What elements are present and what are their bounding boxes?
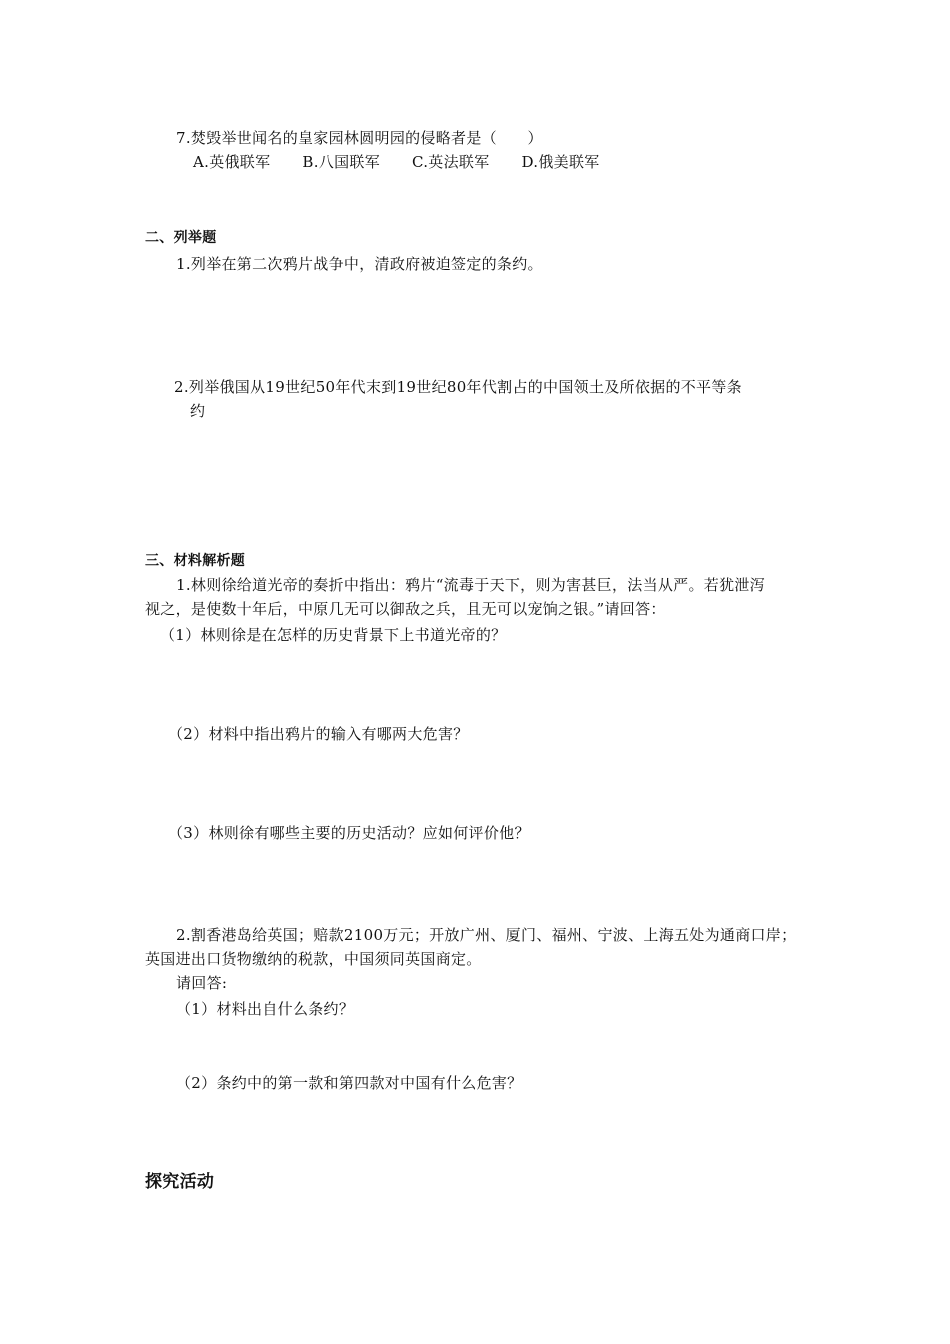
question-7-options	[193, 152, 632, 172]
option-b: B.八国联军	[302, 153, 380, 171]
material-2-prompt: 请回答:	[176, 974, 228, 992]
material-2-question-2: （2）条约中的第一款和第四款对中国有什么危害？	[176, 1074, 523, 1092]
option-d: D.俄美联军	[521, 153, 600, 171]
section-2-heading: 二、列举题	[145, 230, 217, 246]
material-1-line-2: 视之，是使数十年后，中原几无可以御敌之兵，且无可以宠饷之银。”请回答：	[145, 600, 666, 618]
option-a: A.英俄联军	[193, 153, 271, 171]
material-1-question-3: （3）林则徐有哪些主要的历史活动？应如何评价他？	[168, 824, 530, 842]
material-2-line-1: 2.割香港岛给英国；赔款2100万元；开放广州、厦门、福州、宁波、上海五处为通商口岸；	[176, 926, 797, 944]
question-7: 7.焚毁举世闻名的皇家园林圆明园的侵略者是（ ）	[176, 129, 543, 147]
material-2-line-2: 英国进出口货物缴纳的税款，中国须同英国商定。	[145, 950, 482, 968]
enum-question-2-line-1: 2.列举俄国从19世纪50年代末到19世纪80年代割占的中国领土及所依据的不平等条	[174, 378, 742, 396]
material-1-question-1: （1）林则徐是在怎样的历史背景下上书道光帝的？	[160, 626, 507, 644]
material-1-line-1: 1.林则徐给道光帝的奏折中指出：鸦片“流毒于天下，则为害甚巨，法当从严。若犹泄泻	[176, 576, 765, 594]
section-4-heading: 探究活动	[145, 1172, 215, 1192]
material-1-question-2: （2）材料中指出鸦片的输入有哪两大危害？	[168, 725, 469, 743]
section-3-heading: 三、材料解析题	[145, 553, 246, 569]
material-2-question-1: （1）材料出自什么条约？	[176, 1000, 355, 1018]
enum-question-1: 1.列举在第二次鸦片战争中，清政府被迫签定的条约。	[176, 255, 543, 273]
enum-question-2-line-2: 约	[190, 402, 206, 420]
option-c: C.英法联军	[412, 153, 490, 171]
